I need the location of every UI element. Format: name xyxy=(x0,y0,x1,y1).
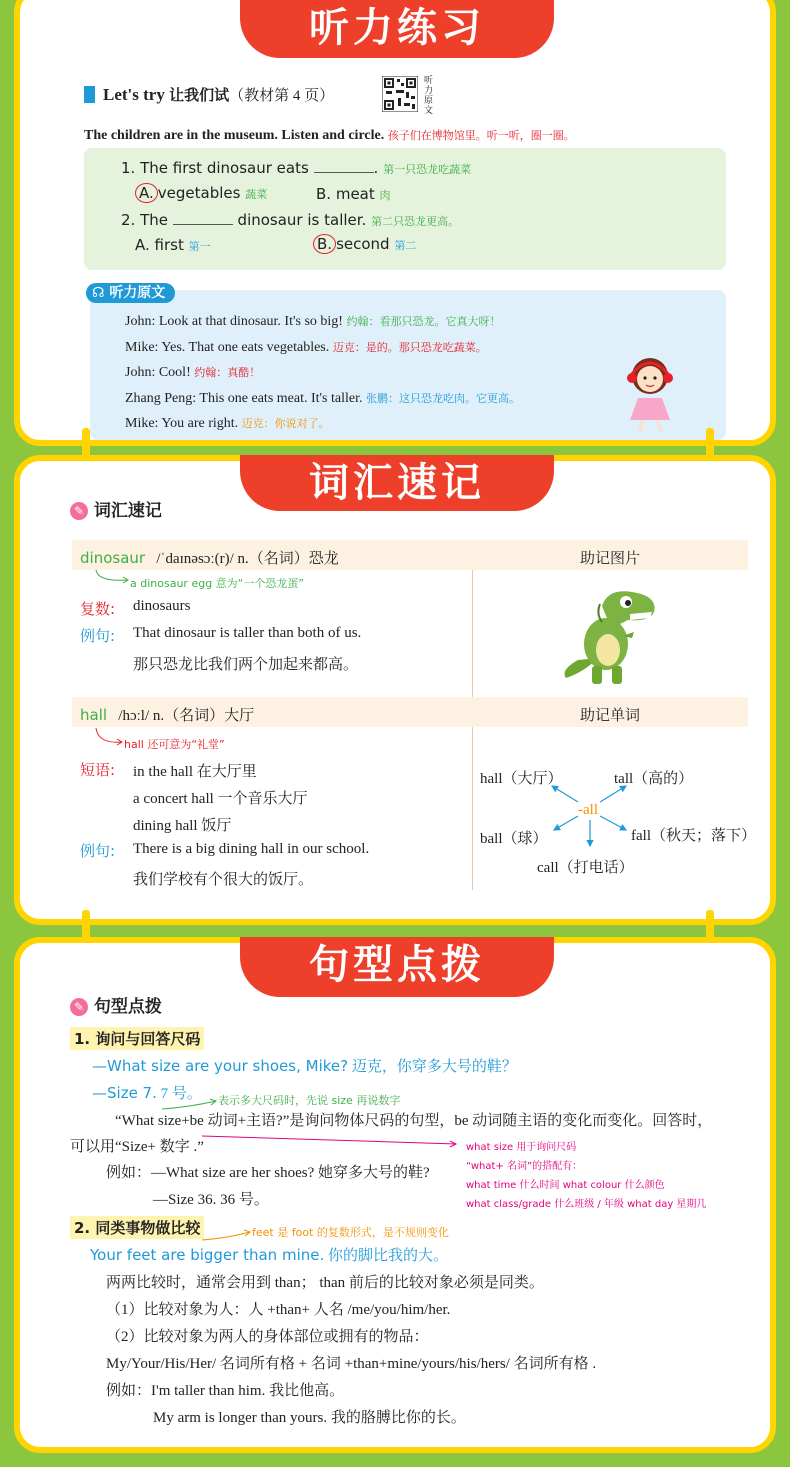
word2-example-cn: 我们学校有个很大的饭厅。 xyxy=(133,872,314,888)
qr-code-icon[interactable] xyxy=(382,76,418,112)
q1-option-b[interactable]: B. meat 肉 xyxy=(316,185,391,203)
transcript-line: Mike: You are right. 迈克：你说对了。 xyxy=(125,416,330,431)
related-word-tall: tall（高的） xyxy=(614,771,694,787)
size-question: —What size are your shoes, Mike? 迈克，你穿多大号的鞋？ xyxy=(92,1057,517,1075)
transcript-line: John: Cool! 约翰：真酷！ xyxy=(125,365,261,380)
section-marker xyxy=(84,86,95,103)
sentence-section-title: ✎ 句型点拨 xyxy=(70,992,162,1017)
question-2: 2. The dinosaur is taller. 第二只恐龙更高。 xyxy=(121,211,460,229)
size-example-q: 例如：—What size are her shoes? 她穿多大号的鞋? xyxy=(106,1165,430,1181)
word2-header: hall /hɔːl/ n.（名词）大厅 xyxy=(80,706,255,724)
related-word-hall: hall（大厅） xyxy=(480,771,563,787)
phrase-item: dining hall 饭厅 xyxy=(133,818,232,834)
size-explanation-2: 可以用“Size+ 数字 .” xyxy=(70,1139,204,1155)
what-notes: what size 用于询问尺码 “what+ 名词”的搭配有： what time 什么时间 what colour 什么颜色 what class/grade 什么班级 / 年级 what day 星期几 xyxy=(466,1142,707,1210)
qr-caption: 听力原文 xyxy=(424,76,434,116)
word-web-center: -all xyxy=(578,802,598,818)
dinosaur-illustration xyxy=(558,578,662,688)
answer-blank xyxy=(314,158,374,173)
phrase-list xyxy=(133,759,308,840)
plural-label: 复数: xyxy=(80,600,116,618)
phrase-item: in the hall 在大厅里 xyxy=(133,764,257,780)
question-1: 1. The first dinosaur eats . 第一只恐龙吃蔬菜 xyxy=(121,159,472,177)
vocab-section-title: ✎ 词汇速记 xyxy=(70,496,162,521)
phrase-label: 短语: xyxy=(80,761,116,779)
plural-value: dinosaurs xyxy=(133,598,191,614)
comparison-example: Your feet are bigger than mine. 你的脚比我的大。 xyxy=(90,1246,449,1264)
feet-note: feet 是 foot 的复数形式，是不规则变化 xyxy=(252,1226,449,1239)
related-word-call: call（打电话） xyxy=(537,860,634,876)
word2-example-en: There is a big dining hall in our school. xyxy=(133,841,370,857)
size-explanation-1: “What size+be 动词+主语?”是询问物体尺码的句型，be 动词随主语的变化而变化。回答时， xyxy=(115,1113,713,1129)
q2-option-b[interactable]: B. second 第二 xyxy=(313,234,416,254)
word1-example-cn: 那只恐龙比我们两个加起来都高。 xyxy=(133,657,359,673)
note-arrow xyxy=(92,726,126,755)
word-web-arrows xyxy=(540,780,640,865)
comparison-line: 两两比较时，通常会用到 than； than 前后的比较对象必须是同类。 xyxy=(106,1275,544,1291)
instruction: The children are in the museum. Listen and circle. 孩子们在博物馆里。听一听，圈一圈。 xyxy=(84,128,575,143)
q1-option-a[interactable]: A. vegetables 蔬菜 xyxy=(135,183,267,203)
size-note: 表示多大尺码时，先说 size 再说数字 xyxy=(218,1094,401,1107)
heading-1: 1. 询问与回答尺码 xyxy=(70,1027,204,1050)
transcript-label: ☊ 听力原文 xyxy=(86,283,175,303)
q2-option-a[interactable]: A. first 第一 xyxy=(135,236,211,254)
word1-example-en: That dinosaur is taller than both of us. xyxy=(133,625,362,641)
girl-illustration xyxy=(620,348,680,434)
pencil-icon: ✎ xyxy=(70,502,88,520)
related-word-fall: fall（秋天；落下） xyxy=(631,828,756,844)
comparison-line: My/Your/His/Her/ 名词所有格 + 名词 +than+mine/yours/his/hers/ 名词所有格 . xyxy=(106,1356,597,1372)
word1-note: a dinosaur egg 意为“一个恐龙蛋” xyxy=(130,577,305,590)
vocab-panel xyxy=(14,455,776,925)
related-word-ball: ball（球） xyxy=(480,831,548,847)
transcript-lines xyxy=(125,309,520,437)
sentence-banner: 句型点拨 xyxy=(240,937,554,997)
selected-circle: B. xyxy=(313,234,336,254)
note-arrow xyxy=(92,568,132,593)
example-label: 例句: xyxy=(80,842,116,860)
example-label: 例句: xyxy=(80,627,116,645)
size-example-a: —Size 36. 36 号。 xyxy=(153,1192,269,1208)
word1-header: dinosaur /ˈdaɪnəsɔː(r)/ n.（名词）恐龙 xyxy=(80,549,339,567)
heading-2: 2. 同类事物做比较 xyxy=(70,1216,204,1239)
headphones-icon: ☊ xyxy=(92,285,105,301)
lets-try-heading: Let's try 让我们试（教材第 4 页） xyxy=(84,84,334,105)
vocab-banner: 词汇速记 xyxy=(240,455,554,511)
transcript-line: Zhang Peng: This one eats meat. It's taller. 张鹏：这只恐龙吃肉。它更高。 xyxy=(125,390,520,406)
comparison-line: （2）比较对象为两人的身体部位或拥有的物品： xyxy=(106,1329,429,1345)
size-answer: —Size 7. 7 号。 xyxy=(92,1084,202,1102)
comparison-line: My arm is longer than yours. 我的胳膊比你的长。 xyxy=(153,1410,466,1426)
words-header: 助记单词 xyxy=(579,708,640,724)
pencil-icon: ✎ xyxy=(70,998,88,1016)
note-arrow xyxy=(200,1132,462,1153)
word2-note: hall 还可意为“礼堂” xyxy=(124,738,225,751)
comparison-line: （1）比较对象为人：人 +than+ 人名 /me/you/him/her. xyxy=(106,1302,451,1318)
picture-header: 助记图片 xyxy=(579,551,640,567)
answer-blank xyxy=(173,210,233,225)
phrase-item: a concert hall 一个音乐大厅 xyxy=(133,791,308,807)
comparison-line: 例如：I'm taller than him. 我比他高。 xyxy=(106,1383,345,1399)
listening-banner: 听力练习 xyxy=(240,0,554,58)
transcript-line: John: Look at that dinosaur. It's so big! 约翰：看那只恐龙。它真大呀！ xyxy=(125,314,501,329)
selected-circle: A. xyxy=(135,183,158,203)
transcript-line: Mike: Yes. That one eats vegetables. 迈克：是的。那只恐龙吃蔬菜。 xyxy=(125,339,487,355)
